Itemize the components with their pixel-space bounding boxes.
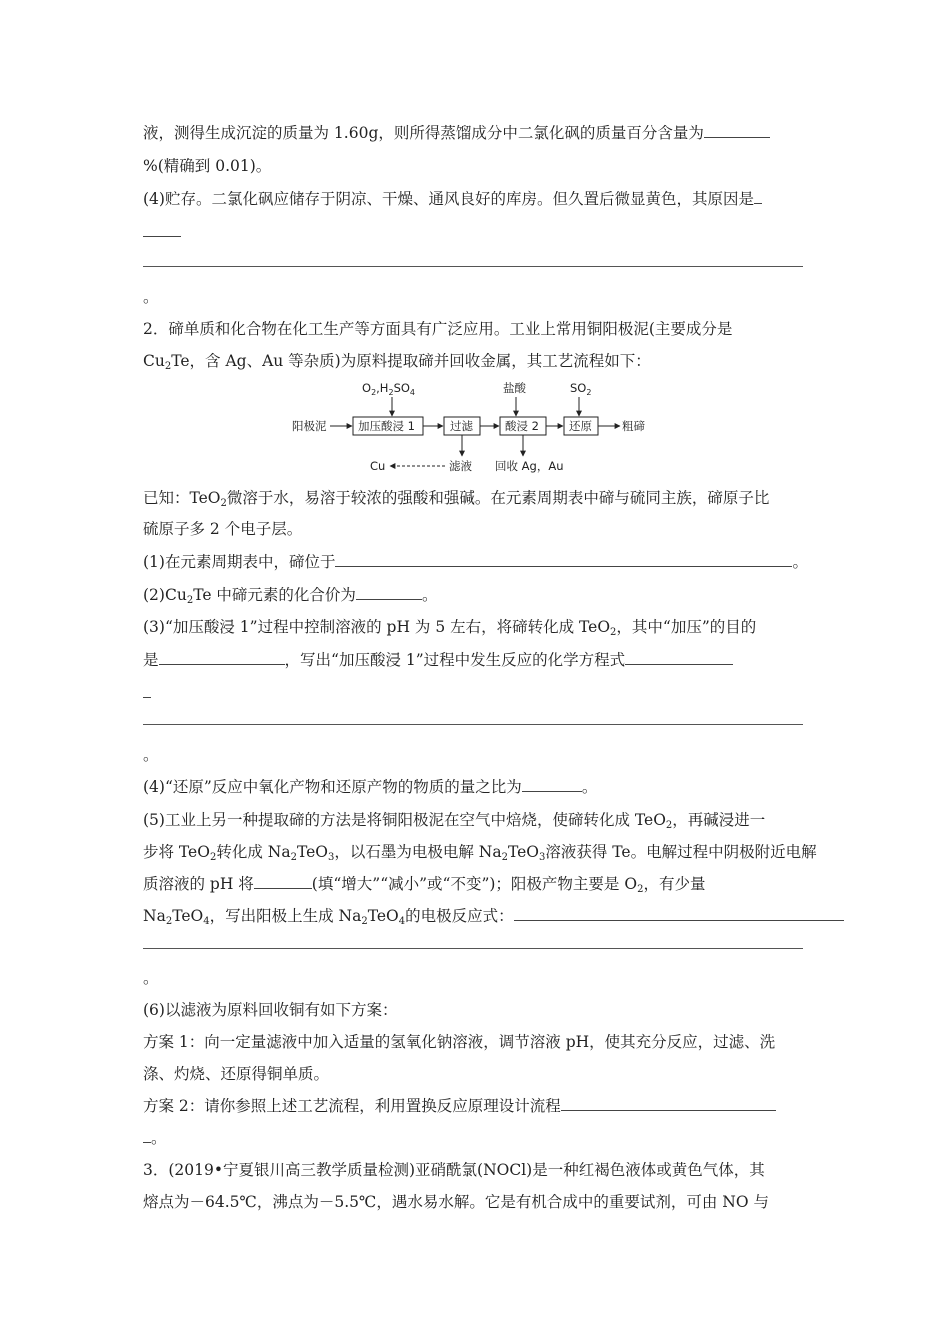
text-line [143,683,151,703]
question-3-intro: 3．(2019•宁夏银川高三教学质量检测)亚硝酰氯(NOCl)是一种红褐色液体或黄色气体，其 [143,1161,765,1179]
answer-blank[interactable] [356,585,422,600]
text-line: 。 [143,1128,167,1148]
answer-blank[interactable] [335,552,792,567]
text-line: 是 ，写出“加压酸浸 1”过程中发生反应的化学方程式 [143,650,733,670]
plan-2: 方案 2：请你参照上述工艺流程，利用置换反应原理设计流程 [143,1096,776,1116]
filtrate-label: 滤液 [449,459,472,473]
question-2-intro: 2．碲单质和化合物在化工生产等方面具有广泛应用。工业上常用铜阳极泥(主要成分是 [143,320,733,338]
question-2-1: (1)在元素周期表中，碲位于 。 [143,553,808,571]
answer-blank[interactable] [143,683,151,698]
plan-1: 方案 1：向一定量滤液中加入适量的氢氧化钠溶液，调节溶液 pH，使其充分反应，过滤、洗 [143,1033,776,1051]
answer-blank[interactable] [522,777,582,792]
box-filter-label: 过滤 [450,419,473,433]
answer-rule[interactable] [143,724,803,725]
question-2-4: (4)“还原”反应中氧化产物和还原产物的物质的量之比为 。 [143,778,598,796]
flow-end: 粗碲 [622,419,645,433]
process-flow-diagram [290,380,670,480]
question-2-5: (5)工业上另一种提取碲的方法是将铜阳极泥在空气中焙烧，使碲转化成 TeO$_2$，再碱浸进一 [143,811,766,831]
text-line: 步将 TeO$_2$转化成 $Na_2TeO_3$，以石墨为电极电解 $Na_2TeO_3$溶液获得 Te。电解过程中阴极附近电解 [143,843,817,863]
text-line: 液，测得生成沉淀的质量为 1.60g，则所得蒸馏成分中二氯化砜的质量百分含量为 [143,123,770,143]
question-2-2: $(2)Cu_2Te$ 中碲元素的化合价为 。 [143,586,438,606]
box-acid-leach-2-label: 酸浸 2 [505,419,539,433]
text-line: $Cu_2Te$，含 Ag、Au 等杂质)为原料提取碲并回收金属，其工艺流程如下： [143,352,651,372]
question-4: (4)贮存。二氯化砜应储存于阴凉、干燥、通风良好的库房。但久置后微显黄色，其原因是 [143,189,762,209]
flow-start: 阳极泥 [292,419,327,433]
question-2-3: (3)“加压酸浸 1”过程中控制溶液的 pH 为 5 左右，将碲转化成 TeO$_2$，其中“加压”的目的 [143,618,757,638]
text-line: 。 [143,969,159,987]
answer-blank[interactable] [704,123,770,138]
answer-blank[interactable] [143,222,181,237]
reagent-hcl: 盐酸 [503,381,526,395]
text-line [143,222,181,242]
text-line: 熔点为－64.5℃，沸点为－5.5℃，遇水易水解。它是有机合成中的重要试剂，可由 NO 与 [143,1193,769,1211]
box-reduce-label: 还原 [569,419,592,433]
answer-blank[interactable] [159,650,285,665]
reagent-so2: $SO_2$ [570,381,592,397]
answer-blank[interactable] [561,1096,776,1111]
question-2-6: (6)以滤液为原料回收铜有如下方案： [143,1001,398,1019]
answer-blank[interactable] [625,650,733,665]
answer-blank[interactable] [143,1128,151,1143]
answer-blank[interactable] [514,906,844,921]
answer-rule[interactable] [143,948,803,949]
text-line: 。 [143,746,159,764]
answer-rule[interactable] [143,266,803,267]
copper-label: Cu [370,459,386,473]
text-line: %(精确到 0.01)。 [143,157,272,175]
box-acid-leach-1-label: 加压酸浸 1 [358,419,415,433]
text-line: 硫原子多 2 个电子层。 [143,520,303,538]
reagent-o2-h2so4: $O_2,H_2SO_4$ [362,381,416,397]
text-line: 。 [143,288,159,306]
text-line: 质溶液的 pH 将 (填“增大”“减小”或“不变”)；阳极产物主要是 $O_2$，有少量 [143,875,706,895]
text-line: 涤、灼烧、还原得铜单质。 [143,1065,330,1083]
answer-blank[interactable] [754,189,762,204]
text-line: $Na_2TeO_4$，写出阳极上生成 $Na_2TeO_4$的电极反应式： [143,906,844,926]
text-line: 已知：TeO$_2$微溶于水，易溶于较浓的强酸和强碱。在元素周期表中碲与硫同主族，碲原子比 [143,489,770,509]
answer-blank[interactable] [254,874,312,889]
recover-ag-au-label: 回收 Ag，Au [495,459,564,473]
